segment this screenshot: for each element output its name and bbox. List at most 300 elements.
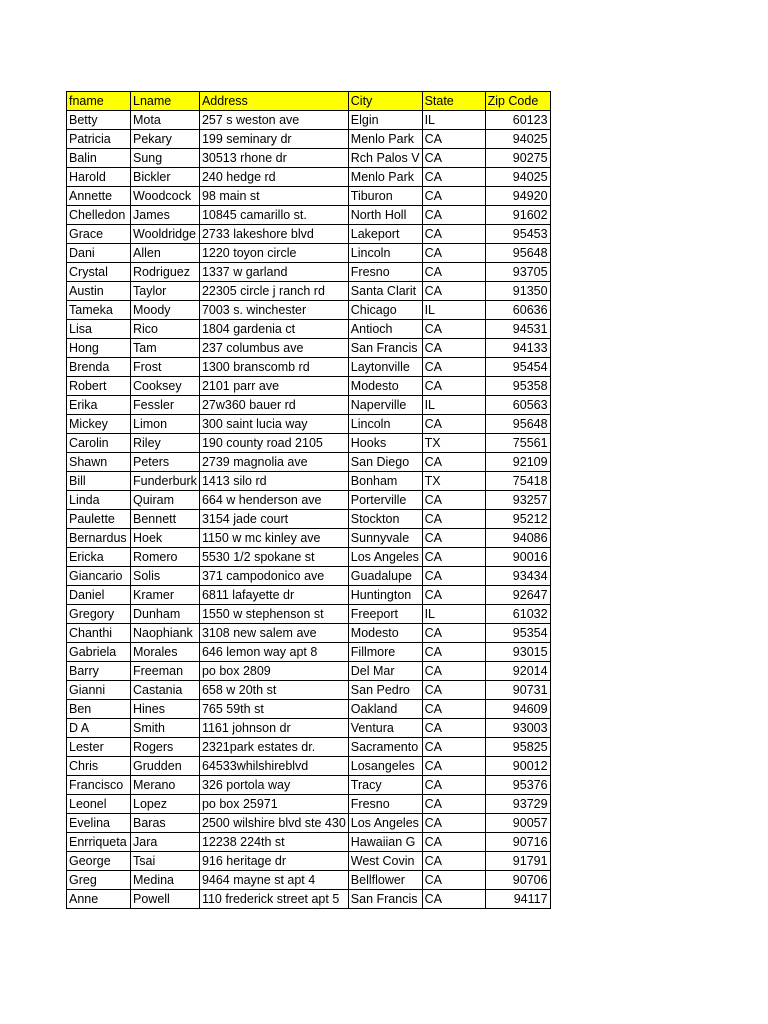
cell-fname[interactable]: Ben (67, 700, 131, 719)
cell-fname[interactable]: Barry (67, 662, 131, 681)
cell-fname[interactable]: Hong (67, 339, 131, 358)
table-row (67, 225, 551, 244)
table-row (67, 624, 551, 643)
cell-address[interactable]: 6811 lafayette dr (199, 586, 348, 605)
cell-fname[interactable]: Mickey (67, 415, 131, 434)
table-row (67, 662, 551, 681)
cell-lname[interactable]: Peters (131, 453, 200, 472)
cell-state[interactable]: CA (422, 776, 485, 795)
cell-state[interactable]: CA (422, 662, 485, 681)
cell-state[interactable]: CA (422, 282, 485, 301)
cell-zip-code[interactable]: 93705 (485, 263, 550, 282)
cell-zip-code[interactable]: 94609 (485, 700, 550, 719)
cell-city[interactable]: San Francis (348, 890, 422, 909)
cell-fname[interactable]: Chris (67, 757, 131, 776)
table-row (67, 681, 551, 700)
cell-city[interactable]: North Holl (348, 206, 422, 225)
cell-fname[interactable]: Greg (67, 871, 131, 890)
cell-lname[interactable]: Taylor (131, 282, 200, 301)
cell-city[interactable]: Lakeport (348, 225, 422, 244)
cell-fname[interactable]: Tameka (67, 301, 131, 320)
cell-fname[interactable]: Paulette (67, 510, 131, 529)
cell-zip-code[interactable]: 95376 (485, 776, 550, 795)
cell-state[interactable]: CA (422, 738, 485, 757)
cell-zip-code[interactable]: 91602 (485, 206, 550, 225)
cell-state[interactable]: IL (422, 396, 485, 415)
cell-fname[interactable]: Chelledon (67, 206, 131, 225)
cell-zip-code[interactable]: 94920 (485, 187, 550, 206)
table-row (67, 738, 551, 757)
cell-fname[interactable]: Gianni (67, 681, 131, 700)
cell-lname[interactable]: Medina (131, 871, 200, 890)
cell-state[interactable]: CA (422, 890, 485, 909)
cell-city[interactable]: Chicago (348, 301, 422, 320)
cell-city[interactable]: Fresno (348, 795, 422, 814)
cell-state[interactable]: CA (422, 244, 485, 263)
cell-zip-code[interactable]: 94117 (485, 890, 550, 909)
cell-city[interactable]: Hooks (348, 434, 422, 453)
cell-fname[interactable]: Dani (67, 244, 131, 263)
cell-city[interactable]: Freeport (348, 605, 422, 624)
table-row (67, 586, 551, 605)
table-row (67, 795, 551, 814)
cell-fname[interactable]: Bill (67, 472, 131, 491)
cell-zip-code[interactable]: 60123 (485, 111, 550, 130)
cell-lname[interactable]: Hines (131, 700, 200, 719)
cell-city[interactable]: Lincoln (348, 244, 422, 263)
cell-address[interactable]: 30513 rhone dr (199, 149, 348, 168)
cell-zip-code[interactable]: 90016 (485, 548, 550, 567)
cell-fname[interactable]: George (67, 852, 131, 871)
cell-zip-code[interactable]: 91791 (485, 852, 550, 871)
cell-zip-code[interactable]: 95648 (485, 415, 550, 434)
cell-zip-code[interactable]: 90706 (485, 871, 550, 890)
cell-state[interactable]: TX (422, 472, 485, 491)
cell-lname[interactable]: Smith (131, 719, 200, 738)
cell-state[interactable]: CA (422, 491, 485, 510)
cell-lname[interactable]: Bickler (131, 168, 200, 187)
table-row (67, 472, 551, 491)
table-row (67, 168, 551, 187)
cell-state[interactable]: CA (422, 415, 485, 434)
table-row (67, 890, 551, 909)
cell-fname[interactable]: Brenda (67, 358, 131, 377)
cell-lname[interactable]: Cooksey (131, 377, 200, 396)
cell-address[interactable]: 190 county road 2105 (199, 434, 348, 453)
cell-zip-code[interactable]: 93434 (485, 567, 550, 586)
cell-city[interactable]: Del Mar (348, 662, 422, 681)
cell-city[interactable]: Tiburon (348, 187, 422, 206)
cell-zip-code[interactable]: 95825 (485, 738, 550, 757)
cell-lname[interactable]: Fessler (131, 396, 200, 415)
table-row (67, 605, 551, 624)
cell-city[interactable]: Stockton (348, 510, 422, 529)
cell-zip-code[interactable]: 75418 (485, 472, 550, 491)
table-row (67, 757, 551, 776)
cell-city[interactable]: Lincoln (348, 415, 422, 434)
cell-address[interactable]: 326 portola way (199, 776, 348, 795)
cell-address[interactable]: 300 saint lucia way (199, 415, 348, 434)
table-row (67, 567, 551, 586)
table-row (67, 301, 551, 320)
cell-state[interactable]: CA (422, 339, 485, 358)
cell-fname[interactable]: Gabriela (67, 643, 131, 662)
cell-state[interactable]: CA (422, 225, 485, 244)
cell-state[interactable]: CA (422, 453, 485, 472)
table-row (67, 643, 551, 662)
cell-address[interactable]: 658 w 20th st (199, 681, 348, 700)
cell-city[interactable]: Tracy (348, 776, 422, 795)
cell-zip-code[interactable]: 94086 (485, 529, 550, 548)
cell-lname[interactable]: Pekary (131, 130, 200, 149)
table-row (67, 130, 551, 149)
cell-fname[interactable]: Betty (67, 111, 131, 130)
cell-zip-code[interactable]: 90057 (485, 814, 550, 833)
cell-fname[interactable]: Shawn (67, 453, 131, 472)
cell-city[interactable]: Naperville (348, 396, 422, 415)
table-row (67, 358, 551, 377)
cell-city[interactable]: Antioch (348, 320, 422, 339)
cell-city[interactable]: Bonham (348, 472, 422, 491)
header-address[interactable]: Address (199, 92, 348, 111)
table-row (67, 339, 551, 358)
cell-city[interactable]: Modesto (348, 624, 422, 643)
cell-city[interactable]: San Francis (348, 339, 422, 358)
cell-zip-code[interactable]: 95354 (485, 624, 550, 643)
cell-fname[interactable]: Robert (67, 377, 131, 396)
cell-zip-code[interactable]: 60636 (485, 301, 550, 320)
cell-fname[interactable]: Giancario (67, 567, 131, 586)
cell-city[interactable]: Menlo Park (348, 130, 422, 149)
cell-fname[interactable]: Ericka (67, 548, 131, 567)
cell-city[interactable]: Sacramento (348, 738, 422, 757)
cell-fname[interactable]: Linda (67, 491, 131, 510)
cell-city[interactable]: Menlo Park (348, 168, 422, 187)
cell-address[interactable]: 199 seminary dr (199, 130, 348, 149)
cell-address[interactable]: 27w360 bauer rd (199, 396, 348, 415)
cell-address[interactable]: 10845 camarillo st. (199, 206, 348, 225)
cell-lname[interactable]: Solis (131, 567, 200, 586)
header-lname[interactable]: Lname (131, 92, 200, 111)
table-row (67, 434, 551, 453)
header-state[interactable]: State (422, 92, 485, 111)
cell-state[interactable]: CA (422, 206, 485, 225)
cell-state[interactable]: CA (422, 814, 485, 833)
cell-zip-code[interactable]: 93729 (485, 795, 550, 814)
cell-fname[interactable]: Lester (67, 738, 131, 757)
table-row (67, 149, 551, 168)
cell-lname[interactable]: Tam (131, 339, 200, 358)
cell-address[interactable]: 1337 w garland (199, 263, 348, 282)
cell-state[interactable]: CA (422, 681, 485, 700)
cell-state[interactable]: CA (422, 624, 485, 643)
cell-zip-code[interactable]: 92014 (485, 662, 550, 681)
cell-zip-code[interactable]: 93003 (485, 719, 550, 738)
table-row (67, 282, 551, 301)
cell-city[interactable]: Porterville (348, 491, 422, 510)
cell-fname[interactable]: Harold (67, 168, 131, 187)
cell-address[interactable]: 664 w henderson ave (199, 491, 348, 510)
cell-zip-code[interactable]: 90012 (485, 757, 550, 776)
cell-state[interactable]: CA (422, 358, 485, 377)
cell-address[interactable]: 2739 magnolia ave (199, 453, 348, 472)
cell-state[interactable]: CA (422, 377, 485, 396)
cell-address[interactable]: 9464 mayne st apt 4 (199, 871, 348, 890)
cell-address[interactable]: 2321park estates dr. (199, 738, 348, 757)
cell-state[interactable]: IL (422, 111, 485, 130)
cell-zip-code[interactable]: 90731 (485, 681, 550, 700)
cell-city[interactable]: West Covin (348, 852, 422, 871)
cell-zip-code[interactable]: 94025 (485, 168, 550, 187)
cell-fname[interactable]: Grace (67, 225, 131, 244)
header-fname[interactable]: fname (67, 92, 131, 111)
cell-address[interactable]: 2500 wilshire blvd ste 430 (199, 814, 348, 833)
cell-address[interactable]: 916 heritage dr (199, 852, 348, 871)
cell-address[interactable]: po box 2809 (199, 662, 348, 681)
cell-address[interactable]: 1300 branscomb rd (199, 358, 348, 377)
cell-fname[interactable]: Gregory (67, 605, 131, 624)
cell-lname[interactable]: Riley (131, 434, 200, 453)
cell-fname[interactable]: Chanthi (67, 624, 131, 643)
cell-lname[interactable]: James (131, 206, 200, 225)
cell-lname[interactable]: Woodcock (131, 187, 200, 206)
cell-address[interactable]: po box 25971 (199, 795, 348, 814)
table-row (67, 206, 551, 225)
cell-state[interactable]: CA (422, 719, 485, 738)
table-row (67, 776, 551, 795)
cell-state[interactable]: CA (422, 852, 485, 871)
cell-address[interactable]: 98 main st (199, 187, 348, 206)
cell-lname[interactable]: Bennett (131, 510, 200, 529)
cell-lname[interactable]: Romero (131, 548, 200, 567)
cell-fname[interactable]: Daniel (67, 586, 131, 605)
cell-lname[interactable]: Naophiank (131, 624, 200, 643)
header-city[interactable]: City (348, 92, 422, 111)
cell-lname[interactable]: Rico (131, 320, 200, 339)
cell-address[interactable]: 3154 jade court (199, 510, 348, 529)
cell-city[interactable]: Modesto (348, 377, 422, 396)
cell-fname[interactable]: Carolin (67, 434, 131, 453)
cell-address[interactable]: 1150 w mc kinley ave (199, 529, 348, 548)
cell-address[interactable]: 237 columbus ave (199, 339, 348, 358)
header-zip-code[interactable]: Zip Code (485, 92, 550, 111)
cell-city[interactable]: Losangeles (348, 757, 422, 776)
cell-address[interactable]: 1161 johnson dr (199, 719, 348, 738)
cell-lname[interactable]: Moody (131, 301, 200, 320)
table-row (67, 453, 551, 472)
cell-state[interactable]: IL (422, 301, 485, 320)
cell-fname[interactable]: Enrriqueta (67, 833, 131, 852)
cell-city[interactable]: Sunnyvale (348, 529, 422, 548)
cell-fname[interactable]: Bernardus (67, 529, 131, 548)
cell-fname[interactable]: Crystal (67, 263, 131, 282)
cell-state[interactable]: CA (422, 320, 485, 339)
cell-zip-code[interactable]: 61032 (485, 605, 550, 624)
cell-lname[interactable]: Jara (131, 833, 200, 852)
cell-state[interactable]: CA (422, 871, 485, 890)
cell-city[interactable]: Elgin (348, 111, 422, 130)
cell-zip-code[interactable]: 95648 (485, 244, 550, 263)
cell-address[interactable]: 12238 224th st (199, 833, 348, 852)
cell-city[interactable]: San Diego (348, 453, 422, 472)
cell-lname[interactable]: Rodriguez (131, 263, 200, 282)
cell-lname[interactable]: Funderburk (131, 472, 200, 491)
cell-city[interactable]: Bellflower (348, 871, 422, 890)
cell-state[interactable]: CA (422, 548, 485, 567)
cell-address[interactable]: 646 lemon way apt 8 (199, 643, 348, 662)
cell-address[interactable]: 2733 lakeshore blvd (199, 225, 348, 244)
cell-zip-code[interactable]: 94025 (485, 130, 550, 149)
cell-address[interactable]: 2101 parr ave (199, 377, 348, 396)
cell-lname[interactable]: Grudden (131, 757, 200, 776)
cell-lname[interactable]: Merano (131, 776, 200, 795)
cell-lname[interactable]: Freeman (131, 662, 200, 681)
contacts-table (66, 91, 551, 909)
cell-fname[interactable]: Patricia (67, 130, 131, 149)
cell-state[interactable]: CA (422, 263, 485, 282)
cell-lname[interactable]: Castania (131, 681, 200, 700)
cell-zip-code[interactable]: 90275 (485, 149, 550, 168)
cell-address[interactable]: 240 hedge rd (199, 168, 348, 187)
cell-zip-code[interactable]: 93257 (485, 491, 550, 510)
cell-lname[interactable]: Baras (131, 814, 200, 833)
cell-state[interactable]: TX (422, 434, 485, 453)
cell-zip-code[interactable]: 95453 (485, 225, 550, 244)
cell-state[interactable]: CA (422, 757, 485, 776)
cell-city[interactable]: Oakland (348, 700, 422, 719)
cell-fname[interactable]: Anne (67, 890, 131, 909)
cell-state[interactable]: CA (422, 168, 485, 187)
cell-zip-code[interactable]: 95212 (485, 510, 550, 529)
cell-state[interactable]: CA (422, 529, 485, 548)
table-row (67, 548, 551, 567)
cell-city[interactable]: Guadalupe (348, 567, 422, 586)
cell-zip-code[interactable]: 94133 (485, 339, 550, 358)
cell-lname[interactable]: Morales (131, 643, 200, 662)
table-row (67, 111, 551, 130)
cell-city[interactable]: Fillmore (348, 643, 422, 662)
cell-address[interactable]: 64533whilshireblvd (199, 757, 348, 776)
cell-city[interactable]: Fresno (348, 263, 422, 282)
cell-state[interactable]: CA (422, 586, 485, 605)
cell-city[interactable]: Hawaiian G (348, 833, 422, 852)
table-row (67, 320, 551, 339)
table-row (67, 491, 551, 510)
cell-address[interactable]: 1804 gardenia ct (199, 320, 348, 339)
cell-address[interactable]: 257 s weston ave (199, 111, 348, 130)
cell-address[interactable]: 1220 toyon circle (199, 244, 348, 263)
cell-address[interactable]: 765 59th st (199, 700, 348, 719)
cell-state[interactable]: CA (422, 149, 485, 168)
cell-zip-code[interactable]: 60563 (485, 396, 550, 415)
cell-fname[interactable]: Evelina (67, 814, 131, 833)
cell-address[interactable]: 3108 new salem ave (199, 624, 348, 643)
cell-lname[interactable]: Lopez (131, 795, 200, 814)
table-row (67, 510, 551, 529)
cell-lname[interactable]: Hoek (131, 529, 200, 548)
cell-lname[interactable]: Tsai (131, 852, 200, 871)
cell-address[interactable]: 5530 1/2 spokane st (199, 548, 348, 567)
cell-address[interactable]: 110 frederick street apt 5 (199, 890, 348, 909)
table-row (67, 833, 551, 852)
cell-city[interactable]: Santa Clarit (348, 282, 422, 301)
cell-lname[interactable]: Quiram (131, 491, 200, 510)
table-row (67, 187, 551, 206)
cell-zip-code[interactable]: 75561 (485, 434, 550, 453)
cell-fname[interactable]: Erika (67, 396, 131, 415)
cell-address[interactable]: 7003 s. winchester (199, 301, 348, 320)
cell-fname[interactable]: Lisa (67, 320, 131, 339)
cell-lname[interactable]: Wooldridge (131, 225, 200, 244)
cell-lname[interactable]: Frost (131, 358, 200, 377)
cell-lname[interactable]: Sung (131, 149, 200, 168)
cell-zip-code[interactable]: 90716 (485, 833, 550, 852)
cell-city[interactable]: Los Angeles (348, 548, 422, 567)
table-body (67, 111, 551, 909)
cell-zip-code[interactable]: 95454 (485, 358, 550, 377)
cell-fname[interactable]: Leonel (67, 795, 131, 814)
cell-state[interactable]: CA (422, 795, 485, 814)
table-row (67, 244, 551, 263)
cell-lname[interactable]: Kramer (131, 586, 200, 605)
cell-state[interactable]: CA (422, 510, 485, 529)
cell-fname[interactable]: Austin (67, 282, 131, 301)
cell-lname[interactable]: Dunham (131, 605, 200, 624)
table-row (67, 377, 551, 396)
cell-zip-code[interactable]: 92647 (485, 586, 550, 605)
cell-city[interactable]: Los Angeles (348, 814, 422, 833)
cell-zip-code[interactable]: 95358 (485, 377, 550, 396)
cell-lname[interactable]: Mota (131, 111, 200, 130)
cell-address[interactable]: 22305 circle j ranch rd (199, 282, 348, 301)
table-row (67, 871, 551, 890)
cell-fname[interactable]: Balin (67, 149, 131, 168)
header-row (67, 92, 551, 111)
cell-zip-code[interactable]: 92109 (485, 453, 550, 472)
cell-lname[interactable]: Limon (131, 415, 200, 434)
cell-address[interactable]: 371 campodonico ave (199, 567, 348, 586)
cell-lname[interactable]: Powell (131, 890, 200, 909)
cell-zip-code[interactable]: 93015 (485, 643, 550, 662)
cell-state[interactable]: CA (422, 187, 485, 206)
cell-city[interactable]: Ventura (348, 719, 422, 738)
cell-zip-code[interactable]: 94531 (485, 320, 550, 339)
cell-city[interactable]: Huntington (348, 586, 422, 605)
cell-state[interactable]: CA (422, 567, 485, 586)
cell-state[interactable]: IL (422, 605, 485, 624)
cell-state[interactable]: CA (422, 833, 485, 852)
table-row (67, 700, 551, 719)
cell-city[interactable]: Rch Palos V (348, 149, 422, 168)
cell-lname[interactable]: Allen (131, 244, 200, 263)
table-row (67, 415, 551, 434)
table-row (67, 263, 551, 282)
table-row (67, 852, 551, 871)
table-row (67, 719, 551, 738)
cell-zip-code[interactable]: 91350 (485, 282, 550, 301)
cell-lname[interactable]: Rogers (131, 738, 200, 757)
cell-fname[interactable]: Annette (67, 187, 131, 206)
cell-city[interactable]: Laytonville (348, 358, 422, 377)
cell-state[interactable]: CA (422, 643, 485, 662)
cell-state[interactable]: CA (422, 130, 485, 149)
cell-state[interactable]: CA (422, 700, 485, 719)
cell-fname[interactable]: D A (67, 719, 131, 738)
cell-address[interactable]: 1550 w stephenson st (199, 605, 348, 624)
cell-fname[interactable]: Francisco (67, 776, 131, 795)
cell-city[interactable]: San Pedro (348, 681, 422, 700)
cell-address[interactable]: 1413 silo rd (199, 472, 348, 491)
